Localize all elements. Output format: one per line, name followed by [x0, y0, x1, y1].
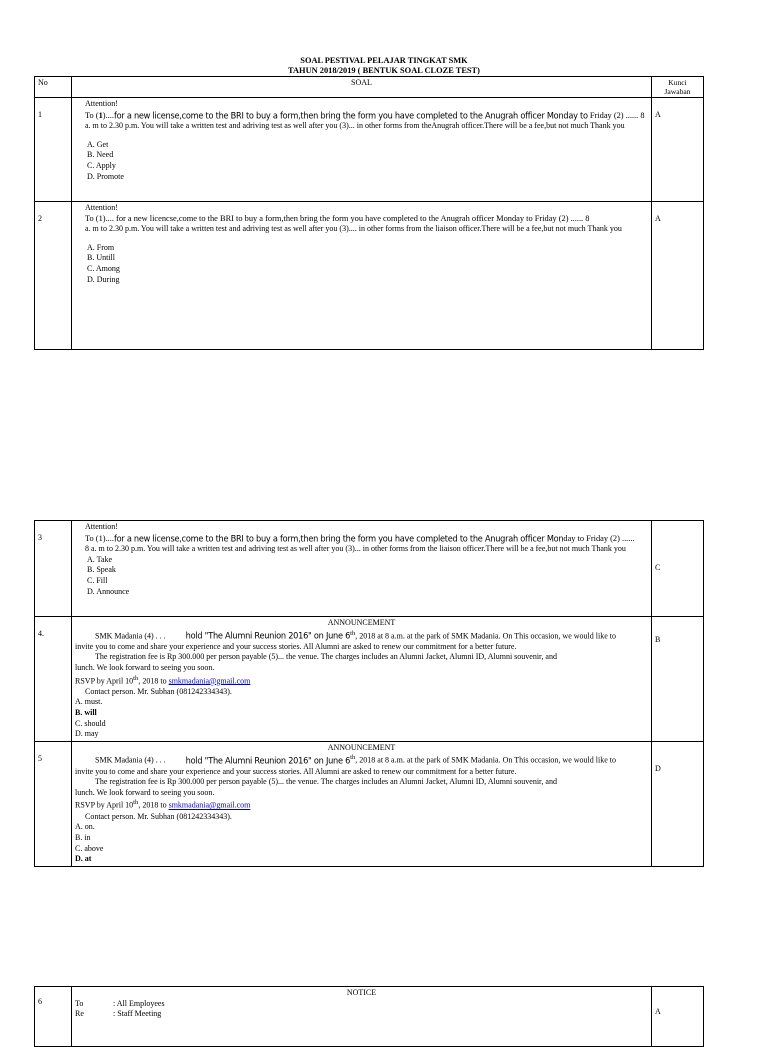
- email-link[interactable]: smkmadania@gmail.com: [168, 801, 251, 811]
- question-text: invite you to come and share your experience and your success stories. All Alumni are asked to renew our commitment for a better future.: [75, 766, 517, 776]
- option-a: A. Get: [87, 139, 109, 149]
- page-title: SOAL PESTIVAL PELAJAR TINGKAT SMK: [300, 56, 468, 65]
- answer-key: A: [652, 987, 704, 1047]
- option-d: D. Promote: [87, 171, 124, 181]
- table-row: [35, 98, 704, 202]
- question-text: a. m to 2.30 p.m. You will take a written test and adriving test as well after you (3)... in other forms from theAnugrah officer.There will be a fee,but not much Thank you: [85, 121, 625, 131]
- question-heading: NOTICE: [346, 988, 377, 997]
- question-text: lunch. We look forward to seeing you soon.: [75, 663, 215, 673]
- question-text: The registration fee is Rp 300.000 per person payable (5)... the venue. The charges includes an Alumni Jacket, Alumni ID, Alumni souvenir, and: [95, 777, 557, 787]
- header-soal: SOAL: [72, 77, 652, 98]
- table-row: [35, 521, 704, 617]
- table-header-row: [35, 77, 704, 98]
- option-a: A. on.: [75, 822, 95, 832]
- table-row: [35, 202, 704, 350]
- question-number: 4.: [35, 617, 72, 742]
- memo-to: To : All Employees: [75, 998, 165, 1008]
- option-d: D. During: [87, 274, 120, 284]
- question-number: 1: [35, 98, 72, 202]
- option-b: B. Untill: [87, 253, 116, 263]
- option-a: A. must.: [75, 697, 103, 707]
- option-d: D. Announce: [87, 586, 130, 596]
- question-heading: ANNOUNCEMENT: [327, 742, 396, 752]
- question-body: [72, 987, 652, 1047]
- option-d: D. at: [75, 854, 92, 864]
- answer-key: B: [652, 617, 704, 742]
- table-row: [35, 987, 704, 1047]
- question-body: [72, 202, 652, 350]
- question-body: [72, 98, 652, 202]
- question-line: To (1)....for a new license,come to the BRI to buy a form,then bring the form you have completed to the Anugrah officer Monday to Friday (2) ...... 8: [85, 108, 645, 121]
- option-a: A. Take: [87, 554, 113, 564]
- answer-key: C: [652, 521, 704, 617]
- question-table-3: [34, 986, 704, 1047]
- contact-line: Contact person. Mr. Subhan (081242334343).: [85, 811, 232, 821]
- question-line: To (1)....for a new license,come to the BRI to buy a form,then bring the form you have completed to the Anugrah officer Monday to Friday (2) ......: [85, 531, 635, 544]
- question-table-1: [34, 76, 704, 350]
- question-heading: ANNOUNCEMENT: [327, 618, 396, 627]
- question-number: 5: [35, 741, 72, 866]
- answer-options: [87, 243, 648, 285]
- option-c: C. Among: [87, 263, 120, 273]
- question-heading: Attention!: [85, 99, 118, 108]
- question-text: invite you to come and share your experience and your success stories. All Alumni are asked to renew our commitment for a better future.: [75, 641, 517, 651]
- answer-options: [87, 555, 648, 597]
- question-table-2: [34, 520, 704, 867]
- rsvp-line: RSVP by April 10th, 2018 to smkmadania@gmail.com: [75, 674, 251, 686]
- answer-key: A: [652, 202, 704, 350]
- question-body: [72, 617, 652, 742]
- answer-options: [75, 697, 648, 739]
- option-b: B. will: [75, 708, 97, 718]
- question-number: 6: [35, 987, 72, 1047]
- question-line: SMK Madania (4) . . . hold "The Alumni Reunion 2016" on June 6th, 2018 at 8 a.m. at the park of SMK Madania. On This occasion, we would like to: [95, 629, 616, 641]
- table-row: [35, 741, 704, 866]
- option-c: C. Apply: [87, 160, 116, 170]
- question-body: [72, 741, 652, 866]
- option-c: C. should: [75, 718, 106, 728]
- option-a: A. From: [87, 242, 115, 252]
- question-text: lunch. We look forward to seeing you soon.: [75, 787, 215, 797]
- contact-line: Contact person. Mr. Subhan (081242334343).: [85, 686, 232, 696]
- header-no: No: [35, 77, 72, 98]
- question-heading: Attention!: [85, 203, 118, 212]
- option-b: B. in: [75, 832, 91, 842]
- header-kunci: Kunci Jawaban: [652, 77, 704, 98]
- option-c: C. above: [75, 843, 104, 853]
- answer-options: [75, 822, 648, 864]
- option-d: D. may: [75, 729, 99, 739]
- question-line: SMK Madania (4) . . . hold "The Alumni Reunion 2016" on June 6th, 2018 at 8 a.m. at the park of SMK Madania. On This occasion, we would like to: [95, 754, 616, 766]
- question-number: 3: [35, 521, 72, 617]
- memo-re: Re : Staff Meeting: [75, 1009, 162, 1019]
- answer-key: D: [652, 741, 704, 866]
- question-line: To (1).... for a new licencse,come to the BRI to buy a form,then bring the form you have completed to the Anugrah officer Monday to Friday (2) ...... 8: [85, 213, 590, 223]
- option-b: B. Speak: [87, 565, 116, 575]
- page-subtitle: TAHUN 2018/2019 ( BENTUK SOAL CLOZE TEST): [288, 66, 480, 75]
- question-text: a. m to 2.30 p.m. You will take a written test and adriving test as well after you (3).... in other forms from the liaison officer.There will be a fee,but not much Thank you: [85, 224, 622, 234]
- question-text: The registration fee is Rp 300.000 per person payable (5)... the venue. The charges includes an Alumni Jacket, Alumni ID, Alumni souvenir, and: [95, 652, 557, 662]
- email-link[interactable]: smkmadania@gmail.com: [168, 676, 251, 686]
- option-c: C. Fill: [87, 575, 108, 585]
- table-row: [35, 617, 704, 742]
- question-text: 8 a. m to 2.30 p.m. You will take a written test and adriving test as well after you (3)... in other forms from the liaison officer.There will be a fee,but not much Thank you: [85, 544, 626, 554]
- answer-key: A: [652, 98, 704, 202]
- question-body: [72, 521, 652, 617]
- answer-options: [87, 140, 648, 182]
- question-heading: Attention!: [85, 522, 118, 531]
- rsvp-line: RSVP by April 10th, 2018 to smkmadania@gmail.com: [75, 799, 251, 811]
- option-b: B. Need: [87, 150, 114, 160]
- question-number: 2: [35, 202, 72, 350]
